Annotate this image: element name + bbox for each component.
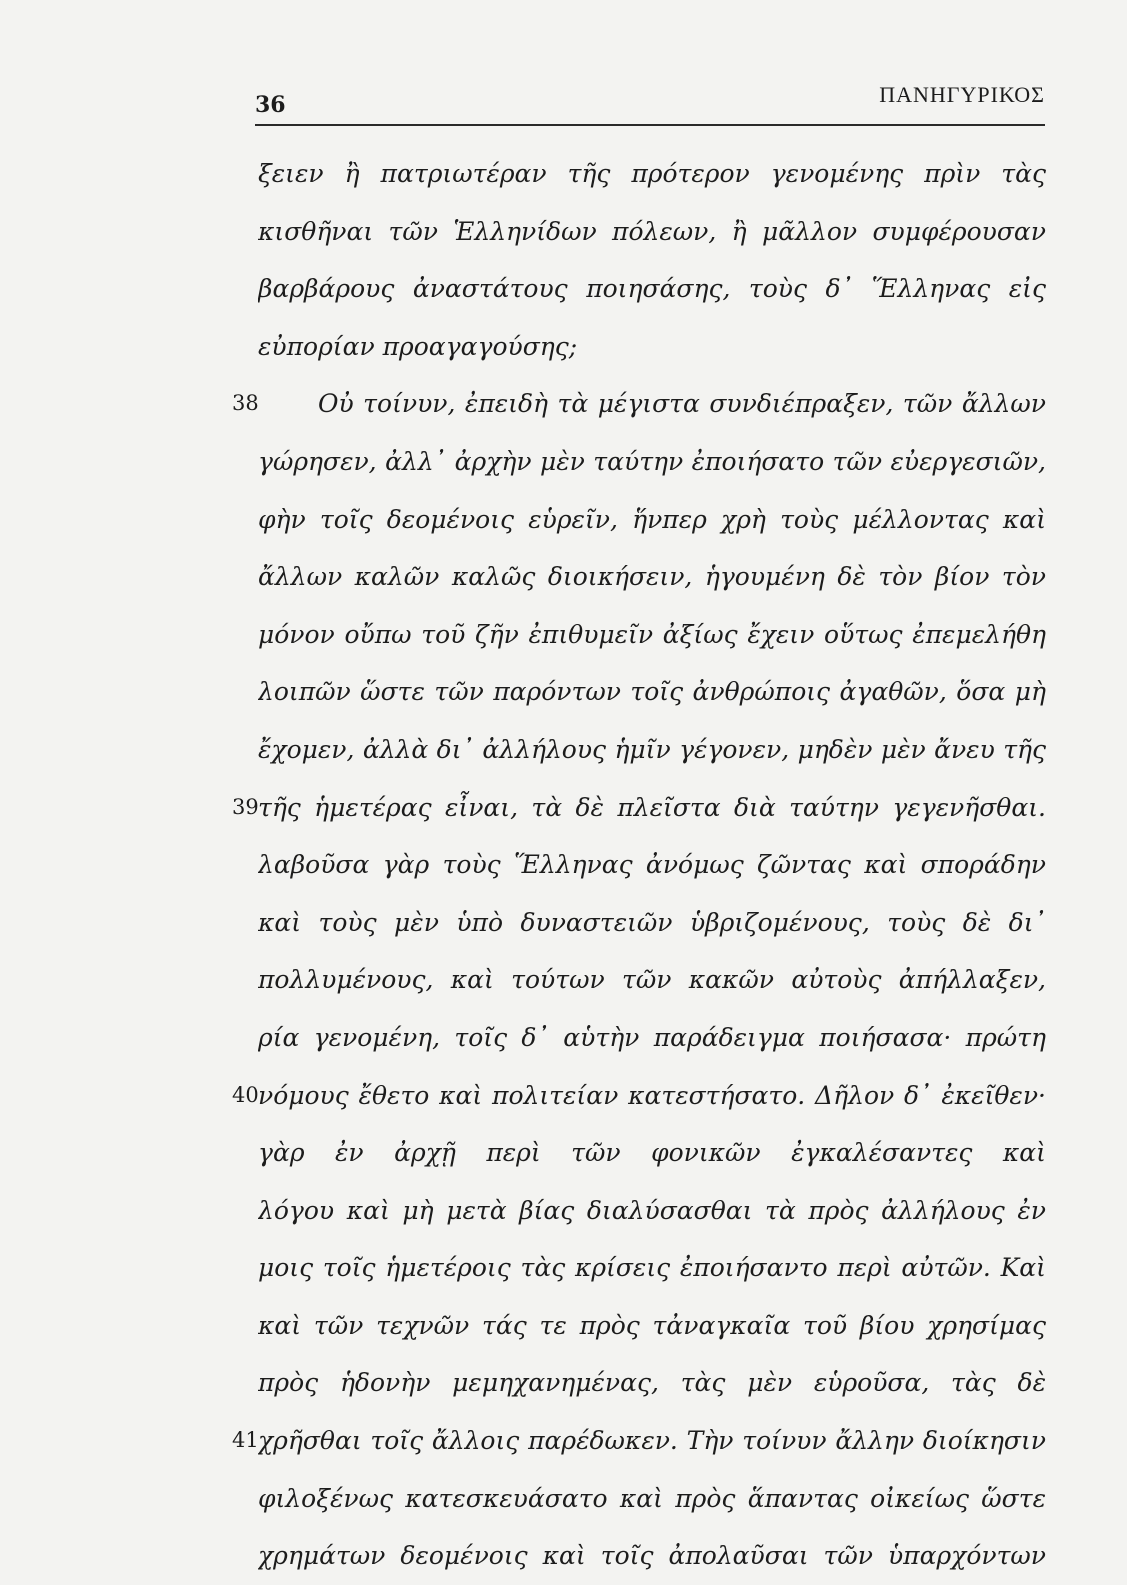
text-line (0, 1527, 1127, 1585)
text-line (0, 1470, 1127, 1528)
line-text: εὐπορίαν προαγαγούσης; (258, 331, 578, 361)
line-text: φιλοξένως κατεσκευάσατο καὶ πρὸς ἅπαντας οἰκείως ὥστε (258, 1483, 1046, 1513)
text-line (0, 145, 1127, 203)
section-number: 39 (232, 794, 259, 819)
line-text: μόνον οὔπω τοῦ ζῆν ἐπιθυμεῖν ἀξίως ἔχειν οὕτως ἐπεμελήθη (258, 619, 1046, 649)
line-text: βαρβάρους ἀναστάτους ποιησάσης, τοὺς δ᾽ Ἕλληνας εἰς (258, 274, 1046, 304)
text-line (0, 721, 1127, 779)
text-line (0, 433, 1127, 491)
page-number: 36 (255, 92, 286, 118)
text-line (0, 375, 1127, 433)
section-number: 38 (232, 391, 259, 416)
page-header (255, 72, 1045, 126)
line-text: μοις τοῖς ἡμετέροις τὰς κρίσεις ἐποιήσαντο περὶ αὐτῶν. Καὶ (258, 1253, 1046, 1283)
line-text: ρία γενομένη, τοῖς δ᾽ αὑτὴν παράδειγμα ποιήσασα· πρώτη (258, 1022, 1046, 1052)
text-line (0, 1297, 1127, 1355)
line-text: γώρησεν, ἀλλ᾽ ἀρχὴν μὲν ταύτην ἐποιήσατο τῶν εὐεργεσιῶν, (258, 446, 1046, 476)
text-line (0, 1067, 1127, 1125)
line-text: πρὸς ἡδονὴν μεμηχανημένας, τὰς μὲν εὑροῦσα, τὰς δὲ (258, 1368, 1046, 1398)
line-text: λαβοῦσα γὰρ τοὺς Ἕλληνας ἀνόμως ζῶντας καὶ σποράδην (258, 850, 1046, 880)
line-text: Οὐ τοίνυν, ἐπειδὴ τὰ μέγιστα συνδιέπραξεν, τῶν ἄλλων (318, 389, 1046, 419)
text-line (0, 1124, 1127, 1182)
line-text: καὶ τῶν τεχνῶν τάς τε πρὸς τἀναγκαῖα τοῦ βίου χρησίμας (258, 1310, 1046, 1340)
text-line (0, 663, 1127, 721)
line-text: ἄλλων καλῶν καλῶς διοικήσειν, ἡγουμένη δὲ τὸν βίον τὸν (258, 562, 1046, 592)
text-line (0, 894, 1127, 952)
line-text: τῆς ἡμετέρας εἶναι, τὰ δὲ πλεῖστα διὰ ταύτην γεγενῆσθαι. (258, 792, 1046, 822)
section-number: 41 (232, 1428, 259, 1453)
running-title: ΠΑΝΗΓΥΡΙΚΟΣ (879, 82, 1045, 107)
line-text: χρημάτων δεομένοις καὶ τοῖς ἀπολαῦσαι τῶν ὑπαρχόντων (258, 1541, 1046, 1571)
line-text: χρῆσθαι τοῖς ἄλλοις παρέδωκεν. Τὴν τοίνυν ἄλλην διοίκησιν (258, 1426, 1046, 1456)
text-line (0, 951, 1127, 1009)
text-line (0, 1182, 1127, 1240)
line-text: καὶ τοὺς μὲν ὑπὸ δυναστειῶν ὑβριζομένους, τοὺς δὲ δι᾽ (258, 907, 1046, 937)
text-line (0, 1239, 1127, 1297)
line-text: κισθῆναι τῶν Ἑλληνίδων πόλεων, ἢ μᾶλλον συμφέρουσαν (258, 216, 1046, 246)
text-line (0, 548, 1127, 606)
text-line (0, 1354, 1127, 1412)
text-line (0, 1412, 1127, 1470)
text-line (0, 606, 1127, 664)
text-line (0, 1009, 1127, 1067)
text-line (0, 836, 1127, 894)
text-line (0, 491, 1127, 549)
section-number: 40 (232, 1082, 259, 1107)
text-body (0, 145, 1127, 1585)
line-text: λοιπῶν ὥστε τῶν παρόντων τοῖς ἀνθρώποις ἀγαθῶν, ὅσα μὴ (258, 677, 1046, 707)
text-line (0, 260, 1127, 318)
line-text: νόμους ἔθετο καὶ πολιτείαν κατεστήσατο. Δῆλον δ᾽ ἐκεῖθεν· (258, 1080, 1046, 1110)
line-text: ξειεν ἢ πατριωτέραν τῆς πρότερον γενομένης πρὶν τὰς (258, 159, 1046, 188)
line-text: γὰρ ἐν ἀρχῇ περὶ τῶν φονικῶν ἐγκαλέσαντες καὶ (258, 1138, 1046, 1168)
line-text: φὴν τοῖς δεομένοις εὑρεῖν, ἥνπερ χρὴ τοὺς μέλλοντας καὶ (258, 504, 1046, 534)
text-line (0, 779, 1127, 837)
line-text: πολλυμένους, καὶ τούτων τῶν κακῶν αὐτοὺς ἀπήλλαξεν, (258, 965, 1046, 995)
line-text: λόγου καὶ μὴ μετὰ βίας διαλύσασθαι τὰ πρὸς ἀλλήλους ἐν (258, 1195, 1046, 1225)
line-text: ἔχομεν, ἀλλὰ δι᾽ ἀλλήλους ἡμῖν γέγονεν, μηδὲν μὲν ἄνευ τῆς (258, 734, 1046, 764)
text-line (0, 318, 1127, 376)
text-line (0, 203, 1127, 261)
